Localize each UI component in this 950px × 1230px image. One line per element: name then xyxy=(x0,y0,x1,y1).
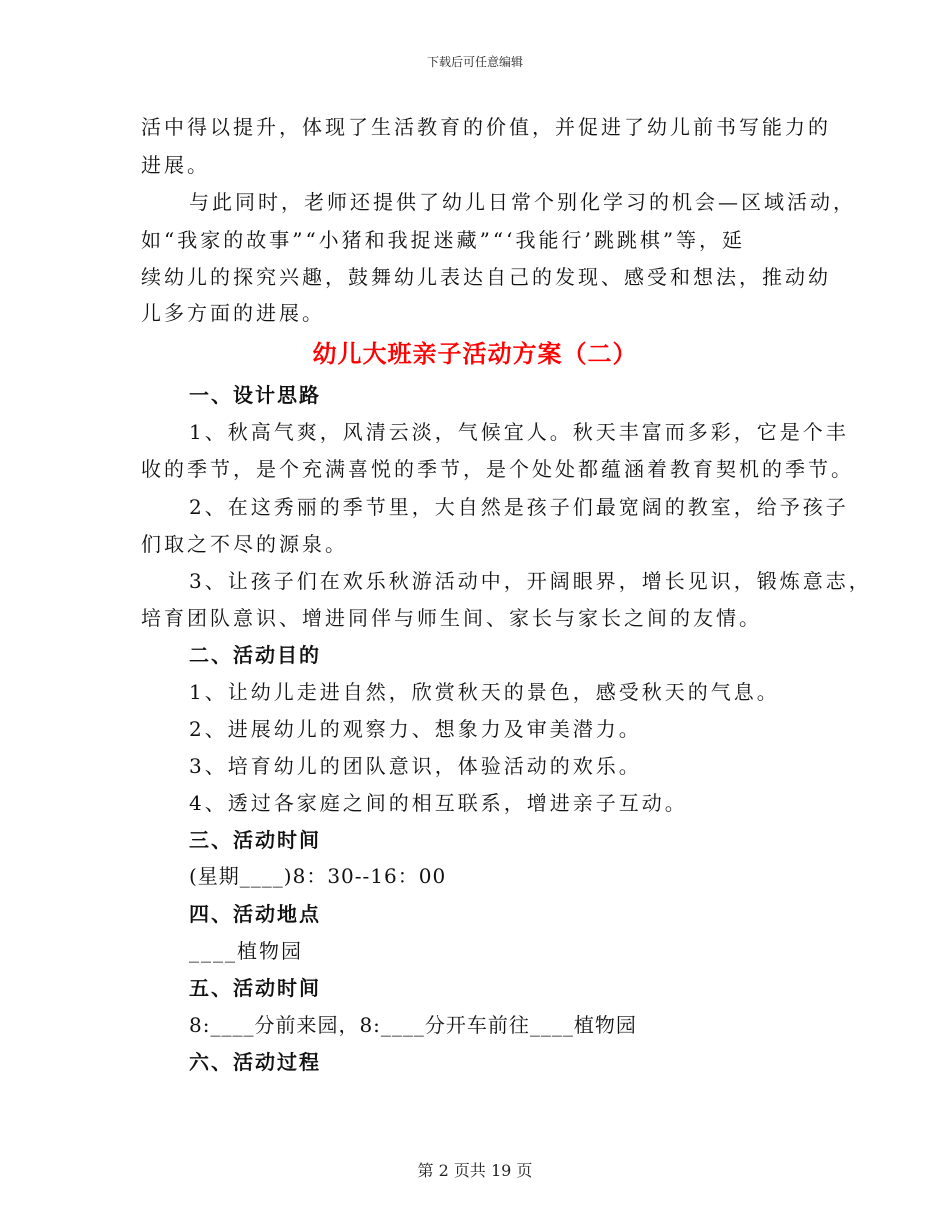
document-title: 幼儿大班亲子活动方案（二） xyxy=(312,339,638,368)
paragraph-line: 收的季节，是个充满喜悦的季节，是个处处都蕴涵着教育契机的季节。 xyxy=(141,457,854,481)
section-heading: 二、活动目的 xyxy=(189,643,321,667)
paragraph-line: 续幼儿的探究兴趣，鼓舞幼儿表达自己的发现、感受和想法，推动幼 xyxy=(141,265,831,289)
paragraph-line: 们取之不尽的源泉。 xyxy=(141,532,348,556)
paragraph-line: (星期____)8：30--16：00 xyxy=(189,864,447,888)
section-heading: 一、设计思路 xyxy=(189,383,321,407)
paragraph-line: 8:____分前来园，8:____分开车前往____植物园 xyxy=(189,1013,637,1037)
paragraph-line: 进展。 xyxy=(141,153,210,177)
section-heading: 六、活动过程 xyxy=(189,1050,321,1074)
list-item: 4、透过各家庭之间的相互联系，增进亲子互动。 xyxy=(189,791,688,815)
paragraph-line: 3、让孩子们在欢乐秋游活动中，开阔眼界，增长见识，锻炼意志， xyxy=(189,569,872,593)
list-item: 2、进展幼儿的观察力、想象力及审美潜力。 xyxy=(189,717,642,741)
page-header: 下载后可任意编辑 xyxy=(426,55,523,69)
paragraph-line: ____植物园 xyxy=(189,939,303,963)
paragraph-line: 活中得以提升，体现了生活教育的价值，并促进了幼儿前书写能力的 xyxy=(141,115,831,139)
paragraph-line: 培育团队意识、增进同伴与师生间、家长与家长之间的友情。 xyxy=(141,606,762,630)
section-heading: 五、活动时间 xyxy=(189,976,321,1000)
paragraph-line: 与此同时，老师还提供了幼儿日常个别化学习的机会—区域活动， xyxy=(189,190,856,214)
paragraph-line: 如“我家的故事”“小猪和我捉迷藏”“‘我能行’跳跳棋”等，延 xyxy=(141,228,746,252)
page-footer: 第 2 页共 19 页 xyxy=(417,1161,533,1180)
paragraph-line: 1、秋高气爽，风清云淡，气候宜人。秋天丰富而多彩，它是个丰 xyxy=(189,420,849,444)
paragraph-line: 2、在这秀丽的季节里，大自然是孩子们最宽阔的教室，给予孩子 xyxy=(189,495,849,519)
list-item: 3、培育幼儿的团队意识，体验活动的欢乐。 xyxy=(189,754,642,778)
section-heading: 四、活动地点 xyxy=(189,902,321,926)
section-heading: 三、活动时间 xyxy=(189,828,321,852)
list-item: 1、让幼儿走进自然，欣赏秋天的景色，感受秋天的气息。 xyxy=(189,680,780,704)
paragraph-line: 儿多方面的进展。 xyxy=(141,301,325,325)
